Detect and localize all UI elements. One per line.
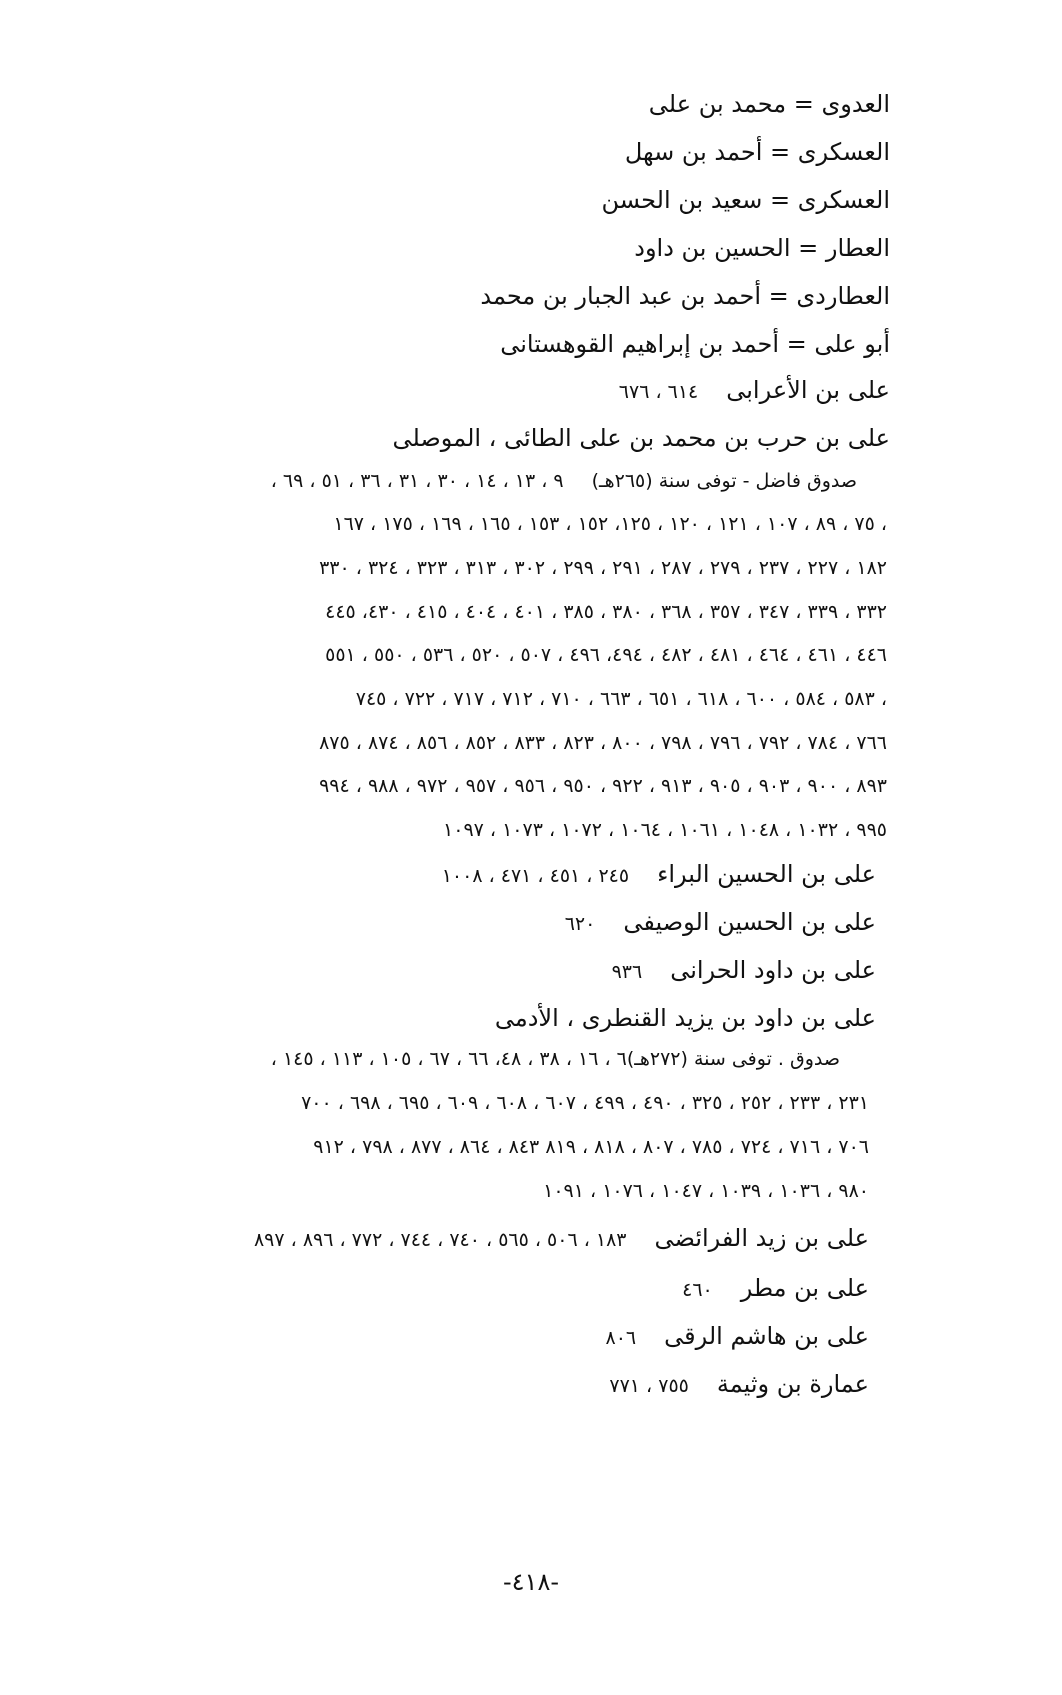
index-entry: [606, 1324, 869, 1348]
entry-references: ٧٦٦ ، ٧٨٤ ، ٧٩٢ ، ٧٩٦ ، ٧٩٨ ، ٨٠٠ ، ٨٢٣ ، ٨٣٣ ، ٨٥٢ ، ٨٥٦ ، ٨٧٤ ، ٨٧٥: [319, 732, 887, 754]
entry-references: ٧٥٥ ، ٧٧١: [609, 1375, 689, 1397]
entry-status: صدوق فاضل - توفى سنة (٢٦٥هـ): [591, 470, 857, 492]
index-entry: [565, 910, 876, 934]
entry-references: ٤٦٠: [682, 1279, 713, 1301]
entry-name: على بن هاشم الرقى: [664, 1322, 869, 1350]
entry-references: ٩٣٦: [611, 961, 643, 983]
entry-references: ١٨٣ ، ٥٠٦ ، ٥٦٥ ، ٧٤٠ ، ٧٤٤ ، ٧٧٢ ، ٨٩٦ ، ٨٩٧: [253, 1229, 627, 1251]
entry-name: على بن الحسين الوصيفى: [623, 908, 876, 936]
entry-description: [271, 1050, 840, 1069]
entry-description: [271, 472, 857, 491]
entry-references: ٧٠٦ ، ٧١٦ ، ٧٢٤ ، ٧٨٥ ، ٨٠٧ ، ٨١٨ ، ٨١٩ ٨٤٣ ، ٨٦٤ ، ٨٧٧ ، ٧٩٨ ، ٩١٢: [313, 1136, 869, 1158]
entry-references: ٧٥ ، ٨٩ ، ١٠٧ ، ١٢١ ، ١٢٠ ، ١٢٥، ١٥٢ ، ١٥٣ ، ١٦٥ ، ١٦٩ ، ١٧٥ ، ١٦٧ ،: [333, 513, 887, 535]
entry-name: على بن الأعرابى: [726, 376, 890, 404]
index-entry: العسكرى = سعيد بن الحسن: [601, 186, 890, 214]
entry-references: ٦١٤ ، ٦٧٦: [618, 381, 699, 403]
index-entry: [619, 378, 890, 402]
page-number: -٤١٨-: [502, 1568, 559, 1596]
entry-references: ٥٨٣ ، ٥٨٤ ، ٦٠٠ ، ٦١٨ ، ٦٥١ ، ٦٦٣ ، ٧١٠ ، ٧١٢ ، ٧١٧ ، ٧٢٢ ، ٧٤٥ ،: [355, 688, 887, 710]
entry-references: ٣٣٢ ، ٣٣٩ ، ٣٤٧ ، ٣٥٧ ، ٣٦٨ ، ٣٨٠ ، ٣٨٥ ، ٤٠١ ، ٤٠٤ ، ٤١٥ ، ٤٣٠، ٤٤٥: [325, 601, 887, 623]
index-entry: على بن داود بن يزيد القنطرى ، الأدمى: [494, 1004, 876, 1032]
entry-references: ٦ ، ١٦ ، ٣٨ ، ٤٨، ٦٦ ، ٦٧ ، ١٠٥ ، ١١٣ ، ١٤٥ ،: [270, 1048, 627, 1070]
index-entry: [612, 958, 876, 982]
index-entry: [254, 1226, 869, 1250]
index-entry: العطار = الحسين بن داود: [634, 234, 890, 262]
entry-references: ١٨٢ ، ٢٢٧ ، ٢٣٧ ، ٢٧٩ ، ٢٨٧ ، ٢٩١ ، ٢٩٩ ، ٣٠٢ ، ٣١٣ ، ٣٢٣ ، ٣٢٤ ، ٣٣٠: [319, 557, 887, 579]
entry-references: ٨٩٣ ، ٩٠٠ ، ٩٠٣ ، ٩٠٥ ، ٩١٣ ، ٩٢٢ ، ٩٥٠ ، ٩٥٦ ، ٩٥٧ ، ٩٧٢ ، ٩٨٨ ، ٩٩٤: [319, 775, 887, 797]
entry-name: على بن مطر: [740, 1274, 869, 1302]
index-entry: على بن حرب بن محمد بن على الطائى ، الموصلى: [392, 424, 890, 452]
entry-references: ٩٨٠ ، ١٠٣٦ ، ١٠٣٩ ، ١٠٤٧ ، ١٠٧٦ ، ١٠٩١: [543, 1180, 869, 1202]
entry-name: على بن داود الحرانى: [670, 956, 876, 984]
index-entry: أبو على = أحمد بن إبراهيم القوهستانى: [500, 330, 890, 358]
entry-name: عمارة بن وثيمة: [716, 1370, 869, 1398]
entry-status: صدوق . توفى سنة (٢٧٢هـ): [626, 1048, 840, 1070]
index-entry: [442, 862, 876, 886]
entry-references: ٦٢٠: [564, 913, 596, 935]
entry-references: ٩٩٥ ، ١٠٣٢ ، ١٠٤٨ ، ١٠٦١ ، ١٠٦٤ ، ١٠٧٢ ، ١٠٧٣ ، ١٠٩٧: [443, 819, 887, 841]
entry-name: على بن الحسين البراء: [657, 860, 876, 888]
index-entry: [682, 1276, 869, 1300]
entry-references: ٢٣١ ، ٢٣٣ ، ٢٥٢ ، ٣٢٥ ، ٤٩٠ ، ٤٩٩ ، ٦٠٧ ، ٦٠٨ ، ٦٠٩ ، ٦٩٥ ، ٦٩٨ ، ٧٠٠: [301, 1092, 869, 1114]
entry-references: ٢٤٥ ، ٤٥١ ، ٤٧١ ، ١٠٠٨: [441, 865, 630, 887]
entry-references: ٤٤٦ ، ٤٦١ ، ٤٦٤ ، ٤٨١ ، ٤٨٢ ، ٤٩٤، ٤٩٦ ، ٥٠٧ ، ٥٢٠ ، ٥٣٦ ، ٥٥٠ ، ٥٥١: [325, 644, 887, 666]
index-entry: العدوى = محمد بن على: [648, 90, 890, 118]
entry-references: ٩ ، ١٣ ، ١٤ ، ٣٠ ، ٣١ ، ٣٦ ، ٥١ ، ٦٩ ،: [270, 470, 564, 492]
index-entry: [609, 1372, 869, 1396]
index-entry: العطاردى = أحمد بن عبد الجبار بن محمد: [480, 282, 890, 310]
entry-name: على بن زيد الفرائضى: [654, 1224, 869, 1252]
index-entry: العسكرى = أحمد بن سهل: [624, 138, 890, 166]
entry-references: ٨٠٦: [605, 1327, 637, 1349]
